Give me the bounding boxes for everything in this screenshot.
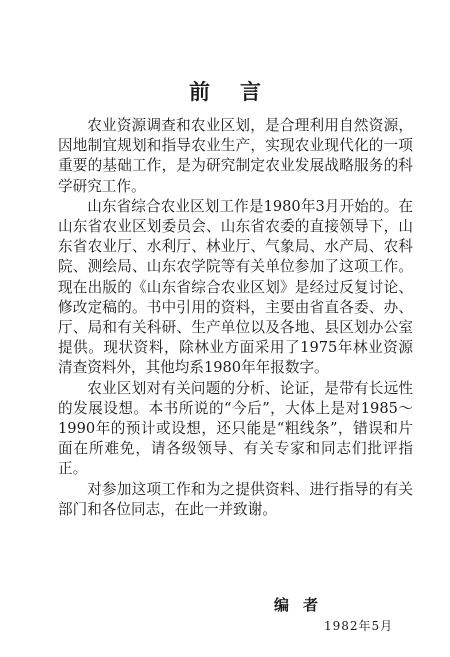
date: 1982年5月 [324, 619, 394, 633]
page-title: 前言 [189, 79, 291, 104]
paragraph-3: 农业区划对有关问题的分析、论证，是带有长远性的发展设想。本书所说的“今后”，大体上是对1985～1990年的预计或设想，还只能是“粗线条”，错误和片面在所难免，请各级领导、有关专家和同志们批评指正。 [58, 379, 413, 478]
preface-body [58, 116, 413, 520]
paragraph-1: 农业资源调查和农业区划，是合理利用自然资源，因地制宜规划和指导农业生产，实现农业现代化的一项重要的基础工作，是为研究制定农业发展战略服务的科学研究工作。 [58, 117, 413, 195]
paragraph-2: 山东省综合农业区划工作是1980年3月开始的。在山东省农业区划委员会、山东省农委的直接领导下，山东省农业厅、水利厅、林业厅、气象局、水产局、农科院、测绘局、山东农学院等有关单位参加了这项工作。现在出版的《山东省综合农业区划》是经过反复讨论、修改定稿的。书中引用的资料，主要由省直各委、办、厅、局和有关科研、生产单位以及各地、县区划办公室提供。现状资料，除林业方面采用了1975年林业资源清查资料外，其他均系1980年年报数字。 [58, 197, 413, 377]
paragraph-4: 对参加这项工作和为之提供资料、进行指导的有关部门和各位同志，在此一并致谢。 [58, 480, 413, 518]
signature: 编者 [274, 596, 333, 614]
